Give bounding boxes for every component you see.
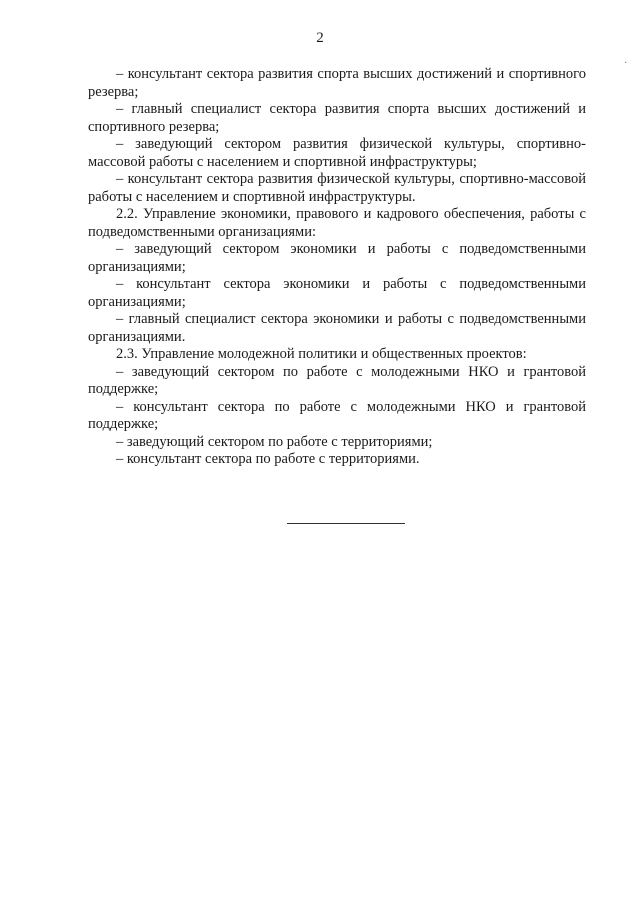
paragraph-4: – консультант сектора развития физической культуры, спортивно-массовой работы с населением и спортивной инфраструктуры. xyxy=(88,171,586,205)
paragraph-11: – консультант сектора по работе с молодежными НКО и грантовой поддержке; xyxy=(88,398,586,432)
end-separator-line xyxy=(287,523,405,524)
document-body xyxy=(88,66,586,469)
paragraph-12: – заведующий сектором по работе с территориями; xyxy=(116,433,433,450)
paragraph-7: – консультант сектора экономики и работы с подведомственными организациями; xyxy=(88,276,586,310)
paragraph-13: – консультант сектора по работе с территориями. xyxy=(116,451,420,467)
paragraph-8: – главный специалист сектора экономики и работы с подведомственными организациями. xyxy=(88,311,586,345)
paragraph-section-2-3: 2.3. Управление молодежной политики и общественных проектов: xyxy=(116,346,527,362)
scan-mark: · xyxy=(624,58,628,69)
paragraph-6: – заведующий сектором экономики и работы с подведомственными организациями; xyxy=(88,241,586,275)
paragraph-1: – консультант сектора развития спорта высших достижений и спортивного резерва; xyxy=(88,66,586,100)
paragraph-section-2-2: 2.2. Управление экономики, правового и кадрового обеспечения, работы с подведомственными организациями: xyxy=(88,206,586,240)
paragraph-2: – главный специалист сектора развития спорта высших достижений и спортивного резерва; xyxy=(88,101,586,135)
paragraph-10: – заведующий сектором по работе с молодежными НКО и грантовой поддержке; xyxy=(88,363,586,397)
page-number: 2 xyxy=(316,30,324,46)
paragraph-3: – заведующий сектором развития физической культуры, спортивно-массовой работы с населением и спортивной инфраструктуры; xyxy=(88,136,586,170)
